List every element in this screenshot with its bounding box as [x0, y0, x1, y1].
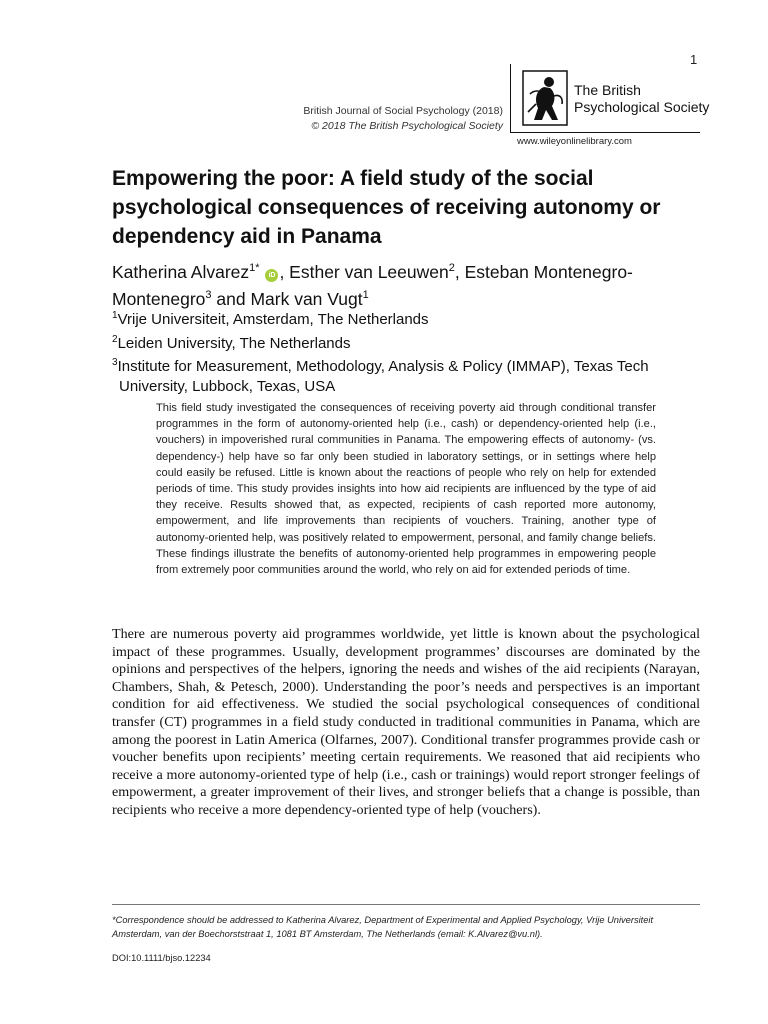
society-logo-icon	[522, 70, 568, 126]
author-1-affiliation: 1*	[249, 262, 260, 274]
affiliation-2	[112, 330, 722, 354]
doi[interactable]: DOI:10.1111/bjso.12234	[112, 953, 211, 963]
society-name-line1: The British	[574, 82, 641, 98]
article-title: Empowering the poor: A field study of the social psychological consequences of receiving autonomy or dependency aid in Panama	[112, 167, 661, 248]
header-divider-horizontal	[510, 132, 700, 133]
abstract: This field study investigated the consequences of receiving poverty aid through conditional transfer programmes in the form of autonomy-oriented help (i.e., cash) or dependency-oriented help (i.e., vouchers) in impoverished rural communities in Panama. The empowering effects of autonomy- (vs. dependency-) help have so far only been studied in laboratory settings, or in settings where help could easily be refused. Little is known about the reactions of people who rely on help for extended periods of time. This study provides insights into how aid recipients are influenced by the type of aid they receive. Results showed that, as expected, recipients of cash reported more autonomy, empowerment, and life improvements than recipients of vouchers. Training, another type of autonomy-oriented help, was positively related to empowerment, personal, and family change beliefs. These findings illustrate the benefits of autonomy-oriented help programmes in empowering people from extremely poor communities around the world, who rely on aid for extended periods of time.	[156, 402, 656, 577]
author-2: , Esther van Leeuwen	[279, 261, 449, 282]
affiliation-text: Institute for Measurement, Methodology, Analysis & Policy (IMMAP), Texas Tech	[117, 358, 649, 375]
affiliation-1	[112, 306, 722, 330]
author-3: , Esteban Montenegro-Montenegro	[112, 261, 633, 310]
publisher-website[interactable]: www.wileyonlinelibrary.com	[517, 136, 632, 147]
author-1: Katherina Alvarez	[112, 261, 250, 282]
affiliation-number: 1	[112, 310, 118, 321]
affiliation-number: 3	[112, 357, 118, 368]
author-4-affiliation: 1	[362, 289, 369, 302]
society-name-line2: Psychological Society	[574, 99, 710, 115]
affiliations	[112, 306, 722, 396]
affiliation-3-continued: University, Lubbock, Texas, USA	[119, 377, 336, 395]
author-4: and Mark van Vugt	[211, 289, 363, 310]
affiliation-text: Vrije Universiteit, Amsterdam, The Netherlands	[117, 311, 429, 328]
author-2-affiliation: 2	[448, 262, 455, 274]
header-divider-vertical	[510, 64, 511, 132]
orcid-icon[interactable]: iD	[265, 269, 278, 282]
body-paragraph: There are numerous poverty aid programmes worldwide, yet little is known about the psychological impact of these programmes. Usually, development programmes’ discourses are dominated by the opinions and perspectives of the helpers, ignoring the needs and wishes of the aid recipients (Narayan, Chambers, Shah, & Petesch, 2000). Understanding the poor’s needs and perspectives is an important condition for aid effectiveness. We studied the social psychological consequences of conditional transfer (CT) programmes in a field study conducted in traditional communities in Panama, which are among the poorest in Latin America (Olfarnes, 2007). Conditional transfer programmes provide cash or voucher benefits upon recipients’ meeting certain requirements. We reasoned that aid recipients who receive a more autonomy-oriented type of help (i.e., cash or trainings) would report stronger feelings of empowerment, a greater improvement of their lives, and stronger beliefs that a change is possible, than recipients who receive a more dependency-oriented type of help (vouchers).	[112, 626, 700, 818]
page-number: 1	[690, 52, 698, 67]
affiliation-text: Leiden University, The Netherlands	[117, 334, 351, 352]
affiliation-3	[112, 353, 722, 377]
correspondence-footnote: *Correspondence should be addressed to Katherina Alvarez, Department of Experimental and Applied Psychology, Vrije Universiteit Amsterdam, van der Boechorststraat 1, 1081 BT Amsterdam, The Netherlands (email: K.Alvarez@vu.nl).	[112, 915, 654, 939]
author-3-affiliation: 3	[205, 289, 212, 302]
society-name	[574, 82, 709, 116]
journal-citation	[303, 104, 503, 134]
journal-copyright: © 2018 The British Psychological Society	[311, 120, 503, 132]
affiliation-number: 2	[112, 333, 118, 345]
author-list	[112, 257, 722, 312]
footnote-divider	[112, 904, 700, 905]
journal-name: British Journal of Social Psychology (2018)	[303, 105, 503, 117]
